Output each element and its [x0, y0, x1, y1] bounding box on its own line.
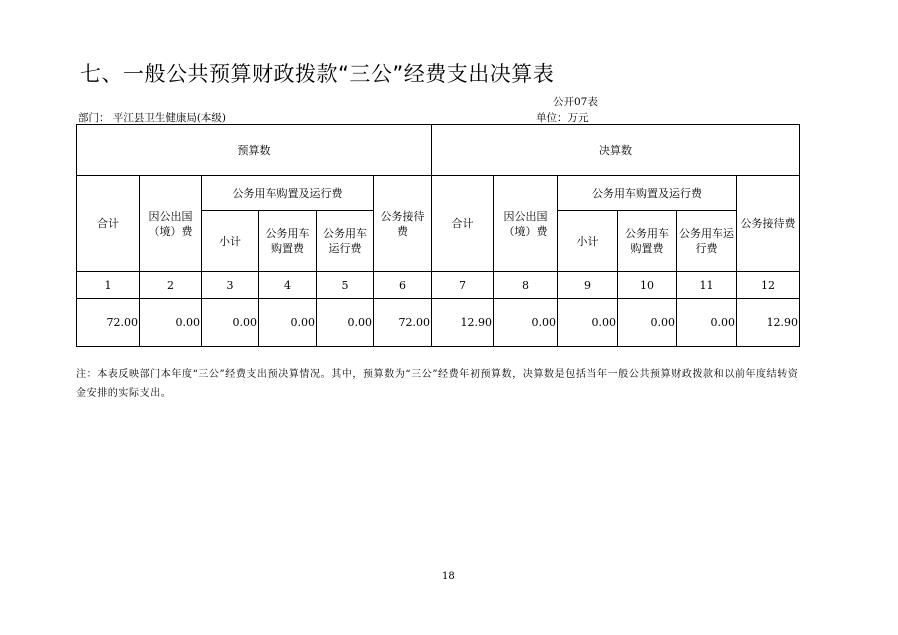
- budget-vehicle-group-header: 公务用车购置及运行费: [202, 176, 374, 211]
- index-cell: 8: [494, 272, 558, 299]
- index-row: [77, 272, 800, 299]
- three-public-expenses-table: [76, 124, 800, 347]
- budget-abroad-header: 因公出国（境）费: [140, 176, 202, 272]
- budget-subtotal-header: 小计: [202, 211, 259, 272]
- budget-reception-header: 公务接待费: [374, 176, 432, 272]
- index-cell: 1: [77, 272, 140, 299]
- value-cell: 0.00: [259, 299, 317, 347]
- budget-vehicle-running-header: 公务用车运行费: [317, 211, 374, 272]
- index-cell: 12: [737, 272, 800, 299]
- final-reception-header: 公务接待费: [737, 176, 800, 272]
- index-cell: 10: [618, 272, 677, 299]
- value-cell: 72.00: [77, 299, 140, 347]
- index-cell: 9: [558, 272, 618, 299]
- final-vehicle-group-header: 公务用车购置及运行费: [558, 176, 737, 211]
- index-cell: 5: [317, 272, 374, 299]
- final-vehicle-purchase-header: 公务用车购置费: [618, 211, 677, 272]
- budget-vehicle-purchase-header: 公务用车购置费: [259, 211, 317, 272]
- value-cell: 0.00: [317, 299, 374, 347]
- value-cell: 0.00: [618, 299, 677, 347]
- value-cell: 72.00: [374, 299, 432, 347]
- form-code: 公开07表: [553, 96, 598, 108]
- index-cell: 2: [140, 272, 202, 299]
- final-total-header: 合计: [432, 176, 494, 272]
- final-subtotal-header: 小计: [558, 211, 618, 272]
- final-group-header: 决算数: [432, 125, 800, 176]
- index-cell: 11: [677, 272, 737, 299]
- index-cell: 3: [202, 272, 259, 299]
- final-vehicle-running-header: 公务用车运行费: [677, 211, 737, 272]
- table-note: 注：本表反映部门本年度“三公”经费支出预决算情况。其中，预算数为“三公”经费年初预算数，决算数是包括当年一般公共预算财政拨款和以前年度结转资金安排的实际支出。: [76, 369, 799, 399]
- column-header-row-1: [77, 176, 800, 211]
- value-row: [77, 299, 800, 347]
- index-cell: 6: [374, 272, 432, 299]
- budget-total-header: 合计: [77, 176, 140, 272]
- budget-group-header: 预算数: [77, 125, 432, 176]
- index-cell: 4: [259, 272, 317, 299]
- group-header-row: [77, 125, 800, 176]
- department-label: 部门： 平江县卫生健康局(本级): [78, 112, 227, 124]
- value-cell: 0.00: [140, 299, 202, 347]
- index-cell: 7: [432, 272, 494, 299]
- value-cell: 0.00: [677, 299, 737, 347]
- value-cell: 0.00: [558, 299, 618, 347]
- page-title: 七、一般公共预算财政拨款“三公”经费支出决算表: [80, 62, 555, 86]
- page-number: 18: [442, 571, 455, 582]
- value-cell: 0.00: [202, 299, 259, 347]
- final-abroad-header: 因公出国（境）费: [494, 176, 558, 272]
- unit-label: 单位：万元: [536, 112, 589, 124]
- value-cell: 12.90: [432, 299, 494, 347]
- value-cell: 0.00: [494, 299, 558, 347]
- value-cell: 12.90: [737, 299, 800, 347]
